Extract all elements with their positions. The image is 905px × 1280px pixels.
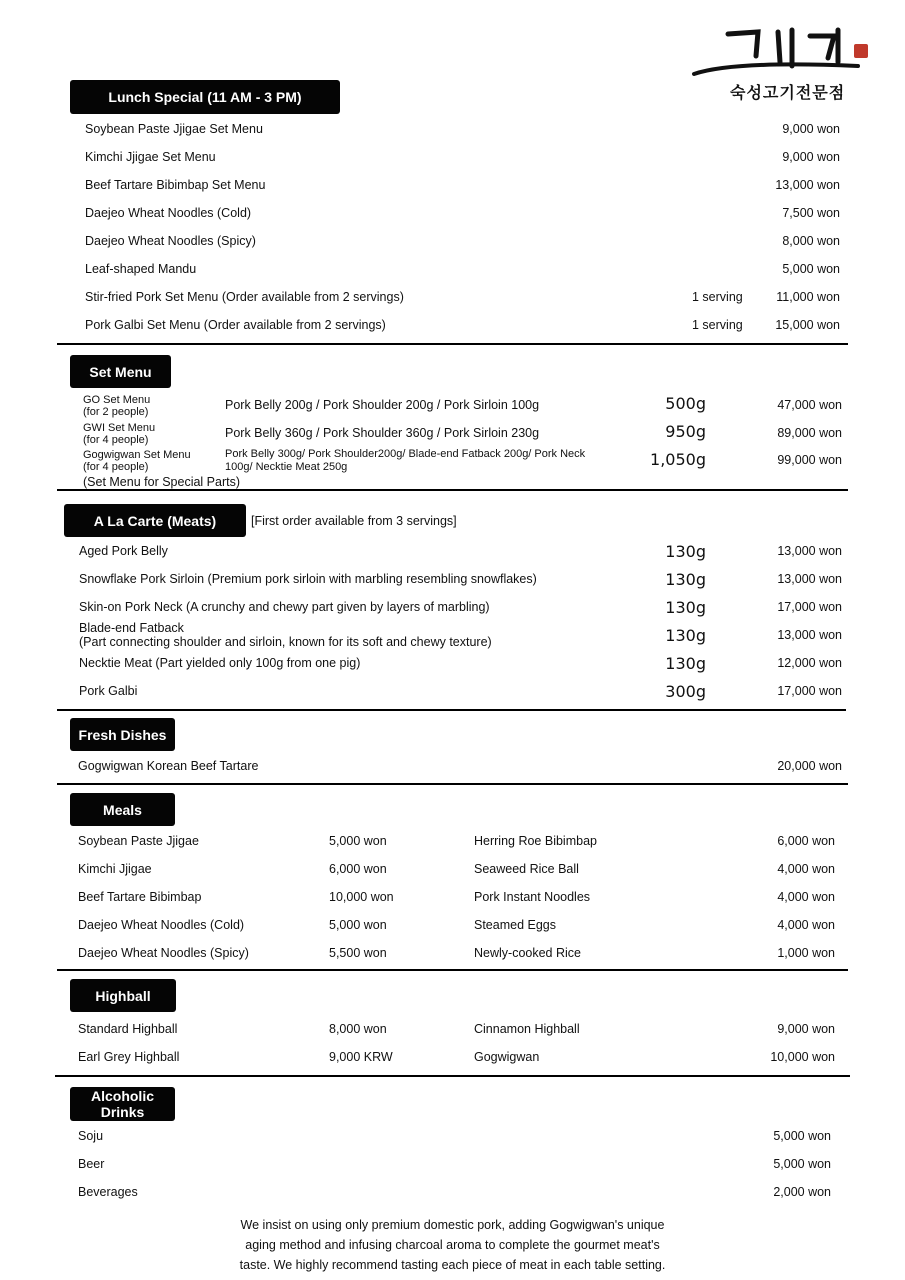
lunch-item-name: Stir-fried Pork Set Menu (Order available from 2 servings) xyxy=(85,290,404,304)
set-menu-desc: 100g/ Necktie Meat 250g xyxy=(225,461,348,473)
meals-item-name: Beef Tartare Bibimbap xyxy=(78,890,202,904)
meals-item-price: 5,000 won xyxy=(329,834,387,848)
alacarte-item-price: 13,000 won xyxy=(777,572,842,586)
set-menu-desc: Pork Belly 360g / Pork Shoulder 360g / Pork Sirloin 230g xyxy=(225,426,540,440)
footer-line: aging method and infusing charcoal aroma to complete the gourmet meat's xyxy=(245,1238,660,1252)
meals-item-price: 6,000 won xyxy=(329,862,387,876)
lunch-item-price: 15,000 won xyxy=(775,318,840,332)
set-menu-grams: 950g xyxy=(665,422,706,441)
lunch-item-price: 7,500 won xyxy=(782,206,840,220)
set-menu-people: (for 4 people) xyxy=(83,461,149,473)
lunch-item-price: 8,000 won xyxy=(782,234,840,248)
fresh-dishes-header: Fresh Dishes xyxy=(70,718,175,751)
set-menu-note: (Set Menu for Special Parts) xyxy=(83,475,241,489)
logo xyxy=(688,22,878,104)
alacarte-item-grams: 130g xyxy=(665,542,706,561)
alacarte-item-price: 17,000 won xyxy=(777,600,842,614)
meals-item-price: 4,000 won xyxy=(777,918,835,932)
set-menu-desc: Pork Belly 200g / Pork Shoulder 200g / Pork Sirloin 100g xyxy=(225,398,540,412)
alcohol-item-name: Beer xyxy=(78,1157,105,1171)
meals-item-name: Daejeo Wheat Noodles (Spicy) xyxy=(78,946,249,960)
set-menu-price: 89,000 won xyxy=(777,426,842,440)
alcoholic-drinks-title-line2: Drinks xyxy=(100,1104,145,1120)
lunch-item-serving: 1 serving xyxy=(692,290,743,304)
set-menu-name: GWI Set Menu xyxy=(83,422,156,434)
highball-item-price: 10,000 won xyxy=(770,1050,835,1064)
highball-item-price: 8,000 won xyxy=(329,1022,387,1036)
section-divider xyxy=(57,709,846,711)
section-divider xyxy=(55,1075,850,1077)
alcohol-item-price: 5,000 won xyxy=(773,1129,831,1143)
logo-brush-stroke xyxy=(688,22,878,82)
alacarte-item-grams: 130g xyxy=(665,598,706,617)
highball-header: Highball xyxy=(70,979,176,1012)
lunch-special-header: Lunch Special (11 AM - 3 PM) xyxy=(70,80,340,114)
alacarte-item-name: Pork Galbi xyxy=(79,684,138,698)
alacarte-item-name: Snowflake Pork Sirloin (Premium pork sirloin with marbling resembling snowflakes) xyxy=(79,572,537,586)
highball-item-name: Gogwigwan xyxy=(474,1050,540,1064)
lunch-item-name: Beef Tartare Bibimbap Set Menu xyxy=(85,178,266,192)
footer-line: taste. We highly recommend tasting each piece of meat in each table setting. xyxy=(239,1258,666,1272)
alacarte-item-price: 13,000 won xyxy=(777,544,842,558)
alcoholic-drinks-header xyxy=(70,1087,175,1121)
alacarte-item-grams: 130g xyxy=(665,626,706,645)
lunch-item-price: 9,000 won xyxy=(782,122,840,136)
meals-item-name: Soybean Paste Jjigae xyxy=(78,834,199,848)
meals-item-price: 5,500 won xyxy=(329,946,387,960)
alacarte-note: [First order available from 3 servings] xyxy=(251,514,457,528)
set-menu-people: (for 2 people) xyxy=(83,406,149,418)
lunch-item-price: 13,000 won xyxy=(775,178,840,192)
highball-item-price: 9,000 KRW xyxy=(329,1050,393,1064)
alcoholic-drinks-title-line1: Alcoholic xyxy=(90,1088,154,1104)
meals-item-name: Herring Roe Bibimbap xyxy=(474,834,597,848)
meals-item-price: 6,000 won xyxy=(777,834,835,848)
lunch-item-price: 5,000 won xyxy=(782,262,840,276)
lunch-item-name: Soybean Paste Jjigae Set Menu xyxy=(85,122,263,136)
alacarte-item-name: Blade-end Fatback xyxy=(79,621,184,635)
alacarte-item-detail: (Part connecting shoulder and sirloin, known for its soft and chewy texture) xyxy=(79,635,492,649)
section-divider xyxy=(57,969,848,971)
meals-item-price: 4,000 won xyxy=(777,890,835,904)
highball-item-name: Standard Highball xyxy=(78,1022,178,1036)
meals-item-name: Newly-cooked Rice xyxy=(474,946,581,960)
alacarte-item-name: Necktie Meat (Part yielded only 100g from one pig) xyxy=(79,656,361,670)
meals-item-price: 10,000 won xyxy=(329,890,394,904)
meals-item-name: Pork Instant Noodles xyxy=(474,890,591,904)
meals-item-name: Steamed Eggs xyxy=(474,918,556,932)
lunch-item-price: 11,000 won xyxy=(776,290,840,304)
highball-item-name: Cinnamon Highball xyxy=(474,1022,580,1036)
meals-header: Meals xyxy=(70,793,175,826)
lunch-item-name: Daejeo Wheat Noodles (Spicy) xyxy=(85,234,256,248)
set-menu-people: (for 4 people) xyxy=(83,434,149,446)
lunch-item-name: Kimchi Jjigae Set Menu xyxy=(85,150,216,164)
alacarte-header: A La Carte (Meats) xyxy=(64,504,246,537)
alcohol-item-name: Beverages xyxy=(78,1185,138,1199)
set-menu-name: GO Set Menu xyxy=(83,394,151,406)
alcohol-item-name: Soju xyxy=(78,1129,104,1143)
alcohol-item-price: 5,000 won xyxy=(773,1157,831,1171)
alacarte-item-price: 17,000 won xyxy=(777,684,842,698)
alacarte-item-name: Aged Pork Belly xyxy=(79,544,168,558)
set-menu-grams: 1,050g xyxy=(650,450,706,469)
meals-item-name: Kimchi Jjigae xyxy=(78,862,152,876)
lunch-item-name: Daejeo Wheat Noodles (Cold) xyxy=(85,206,252,220)
alacarte-item-grams: 130g xyxy=(665,654,706,673)
logo-subtitle: 숙성고기전문점 xyxy=(730,83,846,102)
section-divider xyxy=(57,343,848,345)
fresh-item-price: 20,000 won xyxy=(777,759,842,773)
footer-line: We insist on using only premium domestic pork, adding Gogwigwan's unique xyxy=(240,1218,665,1232)
lunch-item-price: 9,000 won xyxy=(782,150,840,164)
lunch-item-serving: 1 serving xyxy=(692,318,743,332)
set-menu-desc: Pork Belly 300g/ Pork Shoulder200g/ Blade-end Fatback 200g/ Pork Neck xyxy=(225,448,586,460)
set-menu-price: 99,000 won xyxy=(777,453,842,467)
set-menu-price: 47,000 won xyxy=(777,398,842,412)
lunch-item-name: Leaf-shaped Mandu xyxy=(85,262,197,276)
set-menu-header: Set Menu xyxy=(70,355,171,388)
section-divider xyxy=(57,783,848,785)
alacarte-item-price: 13,000 won xyxy=(777,628,842,642)
footer-note xyxy=(180,1215,725,1275)
alacarte-item-name: Skin-on Pork Neck (A crunchy and chewy part given by layers of marbling) xyxy=(79,600,490,614)
meals-item-price: 1,000 won xyxy=(777,946,835,960)
meals-item-price: 5,000 won xyxy=(329,918,387,932)
alacarte-item-grams: 300g xyxy=(665,682,706,701)
fresh-item-name: Gogwigwan Korean Beef Tartare xyxy=(78,759,259,773)
set-menu-name: Gogwigwan Set Menu xyxy=(83,449,191,461)
alacarte-item-price: 12,000 won xyxy=(777,656,842,670)
alacarte-item-grams: 130g xyxy=(665,570,706,589)
highball-item-name: Earl Grey Highball xyxy=(78,1050,180,1064)
alcohol-item-price: 2,000 won xyxy=(773,1185,831,1199)
set-menu-grams: 500g xyxy=(665,394,706,413)
meals-item-name: Seaweed Rice Ball xyxy=(474,862,579,876)
lunch-item-name: Pork Galbi Set Menu (Order available from 2 servings) xyxy=(85,318,386,332)
meals-item-price: 4,000 won xyxy=(777,862,835,876)
section-divider xyxy=(57,489,848,491)
meals-item-name: Daejeo Wheat Noodles (Cold) xyxy=(78,918,245,932)
highball-item-price: 9,000 won xyxy=(777,1022,835,1036)
